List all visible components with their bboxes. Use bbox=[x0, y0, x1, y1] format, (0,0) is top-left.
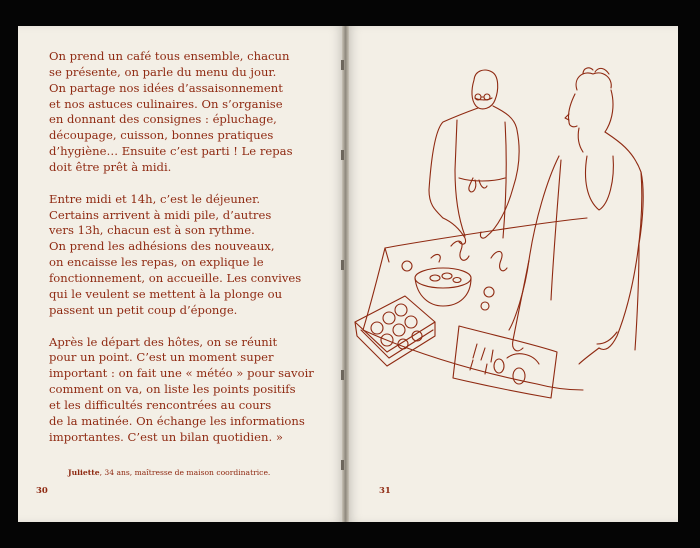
text-line: fonctionnement, on accueille. Les convives bbox=[49, 270, 302, 285]
text-line: et les difficultés rencontrées au cours bbox=[49, 397, 272, 412]
text-line: pour un point. C’est un moment super bbox=[49, 350, 274, 365]
paragraph-3 bbox=[49, 335, 319, 446]
text-line: Entre midi et 14h, c’est le déjeuner. bbox=[49, 191, 261, 206]
text-line: se présente, on parle du menu du jour. bbox=[49, 64, 277, 79]
page-number-left: 30 bbox=[36, 486, 48, 496]
cooking-illustration bbox=[347, 60, 678, 480]
binding-stitch bbox=[341, 260, 344, 270]
text-line: passent un petit coup d’éponge. bbox=[49, 302, 238, 317]
text-line: et nos astuces culinaires. On s’organise bbox=[49, 96, 283, 111]
paragraph-1 bbox=[49, 49, 319, 176]
binding-stitch bbox=[341, 150, 344, 160]
attribution bbox=[68, 468, 270, 477]
binding-stitch bbox=[341, 60, 344, 70]
text-line: Après le départ des hôtes, on se réunit bbox=[49, 334, 278, 349]
mixing-bowl bbox=[415, 268, 471, 306]
text-line: On prend les adhésions des nouveaux, bbox=[49, 239, 275, 254]
text-line: doit être prêt à midi. bbox=[49, 159, 172, 174]
binding-stitch bbox=[341, 460, 344, 470]
food-strip bbox=[491, 251, 507, 270]
food-strip bbox=[431, 255, 440, 262]
counter-table bbox=[363, 218, 587, 390]
page-number-right: 31 bbox=[379, 486, 391, 496]
paragraph-2 bbox=[49, 192, 319, 319]
binding-stitch bbox=[341, 370, 344, 380]
food-strip bbox=[451, 241, 469, 260]
text-line: comment on va, on liste les points positifs bbox=[49, 382, 296, 397]
attribution-name: Juliette bbox=[68, 468, 100, 477]
person-curly-hair bbox=[509, 68, 643, 364]
text-line: On partage nos idées d’assaisonnement bbox=[49, 80, 283, 95]
text-line: découpage, cuisson, bonnes pratiques bbox=[49, 128, 274, 143]
text-line: on encaisse les repas, on explique le bbox=[49, 255, 264, 270]
person-with-glasses bbox=[429, 70, 519, 244]
text-line: importantes. C’est un bilan quotidien. » bbox=[49, 429, 283, 444]
text-line: de la matinée. On échange les informations bbox=[49, 413, 305, 428]
text-line: en donnant des consignes : épluchage, bbox=[49, 112, 277, 127]
onion bbox=[481, 302, 489, 310]
cutting-board bbox=[453, 326, 557, 398]
onion bbox=[484, 287, 494, 297]
text-line: Certains arrivent à midi pile, d’autres bbox=[49, 207, 272, 222]
baking-tray bbox=[355, 296, 435, 366]
text-line: vers 13h, chacun est à son rythme. bbox=[49, 223, 255, 238]
body-text bbox=[49, 49, 319, 445]
text-line: d’hygiène… Ensuite c’est parti ! Le repas bbox=[49, 144, 293, 159]
text-line: important : on fait une « météo » pour savoir bbox=[49, 366, 314, 381]
onion bbox=[402, 261, 412, 271]
attribution-role: , 34 ans, maîtresse de maison coordinatrice. bbox=[99, 468, 271, 477]
text-line: qui le veulent se mettent à la plonge ou bbox=[49, 286, 283, 301]
text-line: On prend un café tous ensemble, chacun bbox=[49, 49, 290, 63]
